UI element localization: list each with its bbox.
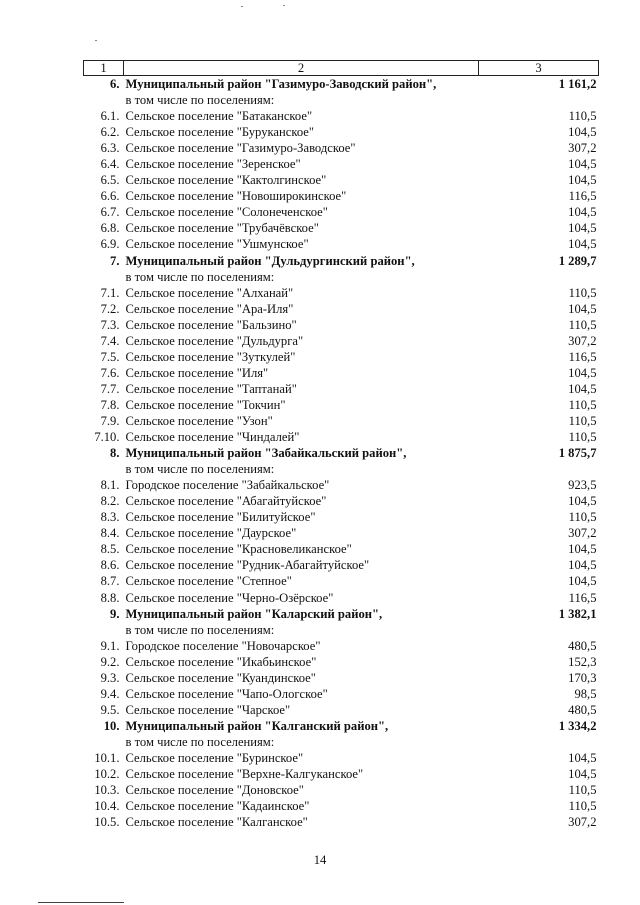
settlement-name: Сельское поселение "Чапо-Ологское" [125,686,328,701]
settlement-number: 8.7. [100,574,120,589]
settlement-value: 98,5 [574,686,597,701]
settlement-number: 6.5. [100,173,120,188]
settlement-name: Сельское поселение "Токчин" [125,397,286,412]
settlement-number: 6.1. [100,109,120,124]
settlement-row [84,236,599,252]
empty-cell [84,461,124,477]
settlement-value: 110,5 [568,109,597,124]
settlement-row [84,814,599,830]
settlement-value: 104,5 [568,237,597,252]
settlement-value: 110,5 [568,510,597,525]
settlement-value: 104,5 [568,558,597,573]
settlement-row [84,285,599,301]
settlement-value: 307,2 [568,333,597,348]
district-row [84,253,599,269]
settlement-value: 104,5 [568,125,597,140]
settlement-row [84,333,599,349]
district-subtitle-row [84,461,599,477]
district-total: 1 382,1 [558,606,597,621]
settlement-name: Сельское поселение "Красновеликанское" [125,542,352,557]
district-number: 7. [110,253,120,268]
settlement-value: 104,5 [568,157,597,172]
settlement-row [84,654,599,670]
settlement-name: Сельское поселение "Буруканское" [125,125,314,140]
settlement-row [84,782,599,798]
settlement-name: Сельское поселение "Дульдурга" [125,333,304,348]
empty-cell [479,92,599,108]
settlement-name: Сельское поселение "Солонеченское" [125,205,328,220]
settlement-value: 104,5 [568,365,597,380]
settlement-value: 480,5 [568,638,597,653]
settlement-value: 104,5 [568,494,597,509]
settlement-row [84,573,599,589]
settlement-row [84,525,599,541]
settlement-number: 6.6. [100,189,120,204]
settlement-value: 110,5 [568,413,597,428]
settlement-number: 8.4. [100,526,120,541]
settlement-row [84,638,599,654]
settlement-number: 6.9. [100,237,120,252]
allocation-table [83,60,599,830]
settlement-row [84,204,599,220]
settlement-row [84,365,599,381]
district-subtitle: в том числе по поселениям: [125,269,275,284]
settlement-name: Сельское поселение "Ара-Иля" [125,301,294,316]
settlement-number: 6.4. [100,157,120,172]
settlement-row [84,413,599,429]
district-subtitle-row [84,269,599,285]
settlement-name: Сельское поселение "Зеренское" [125,157,301,172]
district-row [84,76,599,93]
settlement-row [84,349,599,365]
settlement-name: Городское поселение "Забайкальское" [125,478,330,493]
settlement-number: 6.7. [100,205,120,220]
settlement-number: 6.2. [100,125,120,140]
header-col-1: 1 [84,61,124,76]
settlement-number: 7.1. [100,285,120,300]
settlement-name: Сельское поселение "Газимуро-Заводское" [125,141,356,156]
settlement-number: 7.2. [100,301,120,316]
scan-speck [241,6,243,7]
district-total: 1 334,2 [558,718,597,733]
settlement-value: 116,5 [568,189,597,204]
settlement-number: 7.5. [100,349,120,364]
settlement-name: Сельское поселение "Кактолгинское" [125,173,327,188]
settlement-value: 307,2 [568,815,597,830]
settlement-row [84,397,599,413]
district-total: 1 875,7 [558,446,597,461]
settlement-value: 307,2 [568,141,597,156]
settlement-row [84,493,599,509]
settlement-row [84,220,599,236]
settlement-name: Сельское поселение "Калганское" [125,815,308,830]
settlement-number: 9.4. [100,686,120,701]
header-col-3: 3 [479,61,599,76]
settlement-name: Сельское поселение "Ушмунское" [125,237,309,252]
settlement-name: Сельское поселение "Батаканское" [125,109,313,124]
settlement-number: 7.8. [100,397,120,412]
settlement-value: 480,5 [568,702,597,717]
empty-cell [479,622,599,638]
district-subtitle-row [84,92,599,108]
settlement-row [84,124,599,140]
settlement-name: Сельское поселение "Икабьинское" [125,654,317,669]
district-number: 6. [110,77,120,91]
settlement-name: Сельское поселение "Буринское" [125,750,304,765]
settlement-number: 7.4. [100,333,120,348]
settlement-number: 6.8. [100,221,120,236]
footnote-rule [38,902,124,903]
settlement-name: Сельское поселение "Абагайтуйское" [125,494,327,509]
settlement-number: 7.6. [100,365,120,380]
settlement-name: Сельское поселение "Зуткулей" [125,349,296,364]
settlement-number: 8.1. [100,478,120,493]
settlement-value: 116,5 [568,349,597,364]
settlement-value: 307,2 [568,526,597,541]
settlement-number: 7.9. [100,413,120,428]
district-row [84,445,599,461]
settlement-value: 110,5 [568,397,597,412]
settlement-number: 8.8. [100,590,120,605]
settlement-value: 110,5 [568,317,597,332]
settlement-name: Сельское поселение "Доновское" [125,783,304,798]
settlement-number: 9.3. [100,670,120,685]
settlement-name: Сельское поселение "Бальзино" [125,317,297,332]
settlement-row [84,702,599,718]
district-number: 8. [110,446,120,461]
settlement-name: Сельское поселение "Билитуйское" [125,510,316,525]
settlement-row [84,188,599,204]
settlement-name: Сельское поселение "Трубачёвское" [125,221,319,236]
settlement-number: 6.3. [100,141,120,156]
settlement-number: 10.1. [94,750,120,765]
settlement-number: 10.2. [94,767,120,782]
settlement-value: 152,3 [568,654,597,669]
settlement-value: 104,5 [568,767,597,782]
header-col-2: 2 [124,61,479,76]
settlement-value: 104,5 [568,542,597,557]
settlement-name: Городское поселение "Новочарское" [125,638,321,653]
district-number: 10. [103,718,120,733]
district-row [84,718,599,734]
district-subtitle: в том числе по поселениям: [125,734,275,749]
settlement-row [84,798,599,814]
settlement-row [84,541,599,557]
district-number: 9. [110,606,120,621]
settlement-row [84,509,599,525]
settlement-row [84,750,599,766]
settlement-value: 104,5 [568,221,597,236]
settlement-number: 10.4. [94,799,120,814]
district-title: Муниципальный район "Забайкальский район", [125,446,407,461]
settlement-row [84,590,599,606]
district-title: Муниципальный район "Калганский район", [125,718,389,733]
empty-cell [479,461,599,477]
scan-speck [283,5,285,6]
settlement-name: Сельское поселение "Кадаинское" [125,799,310,814]
settlement-name: Сельское поселение "Черно-Озёрское" [125,590,334,605]
settlement-name: Сельское поселение "Куандинское" [125,670,316,685]
settlement-number: 8.3. [100,510,120,525]
settlement-number: 9.1. [100,638,120,653]
settlement-row [84,670,599,686]
settlement-number: 10.5. [94,815,120,830]
district-title: Муниципальный район "Каларский район", [125,606,383,621]
empty-cell [84,92,124,108]
page-number: 14 [313,853,327,867]
settlement-number: 7.7. [100,381,120,396]
settlement-name: Сельское поселение "Алханай" [125,285,294,300]
empty-cell [479,734,599,750]
settlement-row [84,557,599,573]
scan-speck [95,40,97,41]
settlement-row [84,156,599,172]
district-subtitle: в том числе по поселениям: [125,622,275,637]
settlement-name: Сельское поселение "Чарское" [125,702,291,717]
settlement-value: 923,5 [568,478,597,493]
settlement-value: 104,5 [568,574,597,589]
settlement-number: 7.10. [94,430,120,445]
settlement-value: 104,5 [568,173,597,188]
settlement-value: 104,5 [568,381,597,396]
empty-cell [84,269,124,285]
settlement-name: Сельское поселение "Узон" [125,413,273,428]
settlement-number: 7.3. [100,317,120,332]
empty-cell [479,269,599,285]
empty-cell [84,734,124,750]
settlement-name: Сельское поселение "Степное" [125,574,292,589]
settlement-row [84,477,599,493]
settlement-row [84,172,599,188]
settlement-name: Сельское поселение "Верхне-Калгуканское" [125,767,364,782]
settlement-value: 104,5 [568,205,597,220]
settlement-name: Сельское поселение "Даурское" [125,526,297,541]
settlement-name: Сельское поселение "Новоширокинское" [125,189,347,204]
settlement-row [84,766,599,782]
settlement-value: 170,3 [568,670,597,685]
district-subtitle: в том числе по поселениям: [125,462,275,477]
settlement-number: 10.3. [94,783,120,798]
settlement-name: Сельское поселение "Чиндалей" [125,430,300,445]
settlement-name: Сельское поселение "Рудник-Абагайтуйское" [125,558,370,573]
settlement-number: 8.2. [100,494,120,509]
district-subtitle-row [84,734,599,750]
settlement-number: 8.5. [100,542,120,557]
settlement-value: 110,5 [568,783,597,798]
settlement-row [84,301,599,317]
settlement-number: 9.2. [100,654,120,669]
settlement-row [84,381,599,397]
settlement-name: Сельское поселение "Таптанай" [125,381,297,396]
settlement-value: 110,5 [568,799,597,814]
table-header-row [84,61,599,76]
settlement-name: Сельское поселение "Иля" [125,365,269,380]
district-subtitle-row [84,622,599,638]
settlement-row [84,686,599,702]
district-total: 1 161,2 [558,77,597,91]
empty-cell [84,622,124,638]
district-title: Муниципальный район "Дульдургинский район", [125,253,415,268]
settlement-row [84,108,599,124]
settlement-number: 8.6. [100,558,120,573]
settlement-row [84,429,599,445]
settlement-value: 110,5 [568,430,597,445]
settlement-number: 9.5. [100,702,120,717]
settlement-row [84,317,599,333]
settlement-value: 104,5 [568,301,597,316]
district-subtitle: в том числе по поселениям: [125,93,275,108]
settlement-value: 116,5 [568,590,597,605]
settlement-value: 110,5 [568,285,597,300]
district-row [84,606,599,622]
district-title: Муниципальный район "Газимуро-Заводский район", [125,77,437,91]
settlement-value: 104,5 [568,750,597,765]
settlement-row [84,140,599,156]
district-total: 1 289,7 [558,253,597,268]
